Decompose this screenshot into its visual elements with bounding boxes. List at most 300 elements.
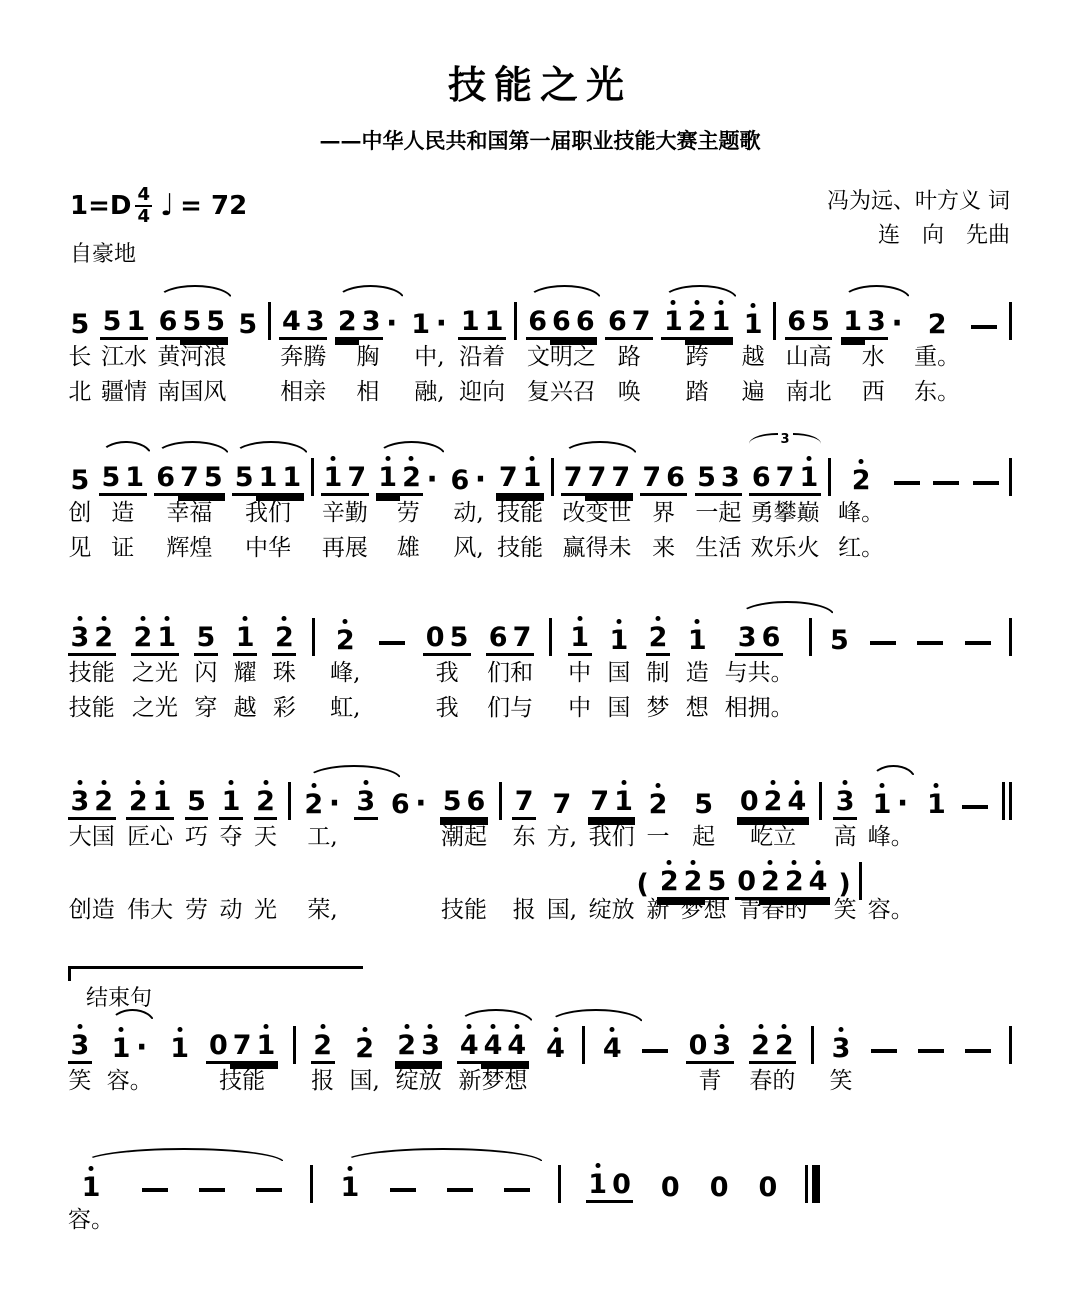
slur-arc	[562, 441, 637, 456]
note-digit: 7	[609, 463, 633, 496]
lyric-syllable-verse2: 报	[512, 896, 536, 923]
note-token	[338, 1161, 362, 1238]
note-group	[586, 1161, 634, 1203]
note-group	[236, 298, 260, 340]
barline	[310, 1165, 313, 1203]
note-digit: 3	[829, 1034, 853, 1064]
system-2-notes	[68, 431, 1012, 566]
note-digit: 6	[749, 463, 773, 496]
note-token	[312, 614, 315, 726]
octave-dot	[343, 619, 348, 624]
note-digit: 5	[232, 463, 256, 496]
note-digit: 4	[481, 1031, 505, 1064]
octave-dot	[140, 616, 145, 621]
note-token	[514, 298, 517, 410]
note-digit: 6	[486, 623, 510, 656]
note-token	[100, 298, 148, 410]
note-group	[302, 778, 343, 820]
note-group	[1009, 298, 1012, 340]
lyric-syllable-verse1: 改变世	[562, 499, 632, 526]
note-digit: 0	[610, 1170, 634, 1203]
octave-dot	[553, 1027, 558, 1032]
lyric-syllable-verse2: 伟大	[127, 896, 174, 923]
key-line	[70, 185, 247, 227]
note-token	[268, 298, 271, 410]
note-group	[859, 858, 862, 900]
note-group	[588, 778, 636, 820]
octave-dot	[404, 1024, 409, 1029]
note-digit: 3	[419, 1031, 443, 1064]
note-token	[107, 1022, 153, 1099]
lyric-syllable-verse2: 欢乐火	[750, 534, 820, 561]
note-group	[272, 614, 296, 656]
system-final-notes	[68, 1161, 1012, 1238]
octave-dot	[695, 300, 700, 305]
note-token	[1009, 454, 1012, 566]
note-token	[457, 1022, 528, 1099]
note-group	[737, 778, 808, 820]
note-group	[126, 778, 174, 820]
note-token	[376, 454, 441, 566]
octave-dot	[164, 616, 169, 621]
lyric-syllable-verse2: 中华	[244, 534, 291, 561]
note-group	[833, 778, 857, 820]
note-group	[219, 778, 243, 820]
note-group	[423, 614, 471, 656]
note-digit: 7	[345, 463, 369, 496]
note-group	[68, 778, 116, 820]
note-digit: 5	[694, 788, 714, 820]
note-digit: 2	[254, 787, 278, 820]
lyric-syllable-verse1: 容。	[106, 1067, 153, 1094]
augmentation-dot: ·	[896, 785, 909, 821]
lyric-syllable-verse2: 想	[685, 694, 709, 721]
lyric-syllable-verse2: 相拥。	[724, 694, 794, 721]
note-token	[811, 1022, 814, 1099]
note-digit: 2	[681, 867, 705, 900]
lyric-syllable-verse1: 跨	[685, 343, 709, 370]
note-group	[735, 858, 830, 900]
barline	[514, 302, 517, 340]
note-digit: 1	[685, 626, 709, 656]
note-group	[68, 454, 92, 496]
barline	[811, 1026, 814, 1064]
barline	[293, 1026, 296, 1064]
mood-marking: 自豪地	[70, 241, 137, 267]
note-digit: 1	[709, 307, 733, 340]
note-digit: 1	[376, 463, 400, 496]
dash-note	[971, 325, 997, 329]
dash-note	[973, 481, 999, 485]
note-digit: 4	[505, 1031, 529, 1064]
note-digit: 3	[354, 787, 378, 820]
note-group	[376, 614, 408, 656]
lyric-syllable-verse1: 高	[833, 823, 857, 850]
note-digit: 7	[552, 788, 572, 820]
note-token	[959, 778, 991, 928]
note-digit: 0	[206, 1031, 230, 1064]
note-token	[288, 778, 291, 928]
augmentation-dot: ·	[135, 1029, 148, 1065]
note-group	[915, 1022, 947, 1064]
lyric-syllable-verse1: 胸	[356, 343, 380, 370]
note-group	[333, 614, 357, 656]
note-token	[409, 298, 450, 410]
octave-dot	[177, 1027, 182, 1032]
note-group	[388, 778, 429, 820]
lyric-syllable-verse1: 黄河浪	[157, 343, 227, 370]
barline	[582, 1026, 585, 1064]
note-digit: 1	[321, 463, 345, 496]
lyric-syllable-verse1: 们和	[487, 659, 534, 686]
octave-dot	[263, 780, 268, 785]
note-group	[658, 1161, 682, 1203]
note-digit: 1	[661, 307, 685, 340]
system-final	[68, 1161, 1012, 1238]
lyric-syllable-verse2: 南北	[785, 378, 832, 405]
meta-row	[70, 185, 1010, 268]
slur-arc	[842, 285, 911, 300]
octave-dot	[77, 616, 82, 621]
note-group	[749, 1022, 797, 1064]
note-token	[1009, 614, 1012, 726]
octave-dot	[428, 1024, 433, 1029]
time-signature-numerator: 4	[137, 184, 150, 205]
octave-dot	[77, 1024, 82, 1029]
note-digit: 1	[168, 1034, 192, 1064]
note-group	[849, 454, 873, 496]
note-group	[968, 298, 1000, 340]
octave-dot	[363, 780, 368, 785]
lyric-syllable-verse1: 峰,	[330, 659, 361, 686]
note-group	[109, 1022, 150, 1064]
dash-note	[379, 641, 405, 645]
music-systems	[0, 298, 1080, 1238]
note-digit: 3	[710, 1031, 734, 1064]
lyric-syllable-verse2: 复兴召	[526, 378, 596, 405]
octave-dot	[751, 303, 756, 308]
note-digit: 5	[70, 464, 90, 496]
note-digit: 4	[457, 1031, 481, 1064]
note-token	[139, 1161, 171, 1238]
note-digit: 0	[660, 1171, 680, 1203]
note-group	[99, 454, 147, 496]
lyric-syllable-verse1: 新梦想	[458, 1067, 528, 1094]
lyric-syllable-verse2: 红。	[838, 534, 885, 561]
note-token	[859, 858, 862, 900]
octave-dot	[385, 456, 390, 461]
note-digit: 2	[302, 790, 326, 820]
note-group	[279, 298, 327, 340]
note-token	[749, 1022, 797, 1099]
octave-dot	[859, 459, 864, 464]
note-digit: 4	[600, 1034, 624, 1064]
note-token	[512, 778, 536, 928]
note-group	[707, 1161, 731, 1203]
note-group	[444, 1161, 476, 1203]
note-digit: 7	[585, 463, 609, 496]
lyric-syllable-verse2: 来	[652, 534, 676, 561]
slur-arc	[739, 601, 835, 616]
note-digit: 1	[155, 623, 179, 656]
note-token	[930, 454, 962, 566]
note-group	[496, 454, 544, 496]
dash-note	[642, 1049, 668, 1053]
note-token	[496, 454, 544, 566]
octave-dot	[718, 300, 723, 305]
note-group	[962, 614, 994, 656]
octave-dot	[530, 456, 535, 461]
system-4	[68, 778, 1012, 928]
note-token	[914, 614, 946, 726]
note-digit: 2	[311, 1031, 335, 1064]
note-token	[544, 1022, 568, 1099]
lyric-syllable-verse2: 荣,	[307, 896, 338, 923]
barline	[773, 302, 776, 340]
note-token	[891, 454, 923, 566]
note-token	[551, 454, 554, 566]
note-group	[959, 778, 991, 820]
lyric-syllable-verse2: 虹,	[330, 694, 361, 721]
note-group	[551, 454, 554, 496]
note-digit: 6	[550, 307, 574, 340]
note-group	[194, 614, 218, 656]
note-token	[387, 1161, 419, 1238]
note-group	[646, 614, 670, 656]
note-digit: 2	[761, 787, 785, 820]
note-group	[268, 298, 271, 340]
note-group	[1009, 614, 1012, 656]
note-digit: 1	[256, 463, 280, 496]
note-group	[311, 454, 314, 496]
dash-note	[918, 1049, 944, 1053]
note-digit: 7	[496, 463, 520, 496]
key-tempo-block	[70, 185, 247, 268]
note-digit: 5	[204, 307, 228, 340]
note-digit: 1	[79, 1173, 103, 1203]
note-digit: 5	[238, 308, 258, 340]
lyric-syllable-verse1: 国	[607, 659, 631, 686]
dash-note	[199, 1188, 225, 1192]
note-token	[685, 614, 709, 726]
system-ending-notes	[68, 1022, 1012, 1099]
note-group	[354, 778, 378, 820]
note-token	[354, 778, 378, 928]
note-group	[457, 1022, 528, 1064]
note-token	[657, 858, 728, 900]
note-digit: 5	[829, 624, 849, 656]
dash-note	[965, 1049, 991, 1053]
lyric-syllable-verse1: 与共。	[724, 659, 794, 686]
note-token	[828, 454, 831, 566]
note-group	[819, 778, 822, 820]
note-digit: 5	[100, 307, 124, 340]
note-group	[809, 614, 812, 656]
note-digit: 2	[749, 1031, 773, 1064]
note-group	[409, 298, 450, 340]
note-digit: 2	[927, 308, 947, 340]
note-group	[310, 1161, 313, 1203]
note-digit: 2	[335, 307, 359, 340]
note-token	[350, 1022, 380, 1099]
lyric-syllable-verse1: 工,	[307, 823, 338, 850]
lyric-syllable-verse1: 长	[68, 343, 92, 370]
note-group	[735, 614, 783, 656]
note-token	[962, 1022, 994, 1099]
lyric-syllable-verse2: 迎向	[459, 378, 506, 405]
lyric-syllable-verse1: 技能	[497, 499, 544, 526]
note-group	[836, 858, 853, 900]
lyric-syllable-verse1: 勇攀巅	[750, 499, 820, 526]
note-token	[838, 454, 884, 566]
barline	[499, 782, 502, 820]
dash-note	[142, 1188, 168, 1192]
note-digit: 2	[772, 1031, 796, 1064]
note-digit: 4	[806, 867, 830, 900]
note-digit: 4	[279, 307, 303, 340]
note-token	[735, 858, 830, 900]
note-digit: 5	[185, 787, 209, 820]
octave-dot	[768, 860, 773, 865]
note-digit: 1	[612, 787, 636, 820]
note-digit: 0	[735, 867, 759, 900]
note-digit: 7	[640, 463, 664, 496]
lyric-syllable-verse1: 越	[741, 343, 765, 370]
lyric-syllable-verse1: 界	[652, 499, 676, 526]
system-3-notes	[68, 614, 1012, 726]
lyric-syllable-verse1: 造	[685, 659, 709, 686]
note-digit: 1	[797, 463, 821, 496]
note-token	[725, 614, 794, 726]
note-digit: 1	[607, 626, 631, 656]
lyric-syllable-verse1: 山高	[785, 343, 832, 370]
lyric-syllable-verse1: 耀	[233, 659, 257, 686]
slur-arc	[377, 441, 446, 456]
lyric-syllable-verse1: 江水	[100, 343, 147, 370]
octave-dot	[491, 1024, 496, 1029]
octave-dot	[362, 1027, 367, 1032]
note-digit: 2	[272, 623, 296, 656]
note-group	[156, 298, 227, 340]
octave-dot	[263, 1024, 268, 1029]
note-group	[486, 614, 534, 656]
lyric-syllable-verse2: 彩	[272, 694, 296, 721]
note-digit: )	[838, 868, 851, 900]
note-token	[330, 614, 360, 726]
note-token	[773, 298, 776, 410]
note-digit: 4	[785, 787, 809, 820]
slur-arc	[662, 285, 737, 300]
note-digit: 1	[219, 787, 243, 820]
note-group	[749, 431, 820, 496]
octave-dot	[514, 1024, 519, 1029]
note-token	[1002, 778, 1012, 928]
lyric-syllable-verse1: 劳	[396, 499, 420, 526]
note-token	[302, 778, 343, 928]
barline	[1009, 618, 1012, 656]
note-token	[448, 454, 489, 566]
lyric-syllable-verse1: 一	[646, 823, 670, 850]
lyric-syllable-verse1: 水	[861, 343, 885, 370]
lyric-syllable-verse2: 中	[568, 694, 592, 721]
octave-dot	[656, 616, 661, 621]
note-token	[232, 454, 303, 566]
note-digit: 5	[180, 307, 204, 340]
note-group	[321, 454, 369, 496]
note-group	[499, 778, 502, 820]
note-digit: 6	[573, 307, 597, 340]
time-signature	[135, 185, 152, 227]
note-token	[458, 298, 506, 410]
dash-note	[933, 481, 959, 485]
note-token	[646, 614, 670, 726]
final-barline	[812, 1165, 820, 1203]
octave-dot	[816, 860, 821, 865]
lyric-syllable-verse2: 国	[607, 694, 631, 721]
note-token	[962, 614, 994, 726]
octave-dot	[656, 783, 661, 788]
note-group	[458, 298, 506, 340]
note-group	[686, 1022, 734, 1064]
note-digit: 7	[178, 463, 202, 496]
note-group	[68, 1022, 92, 1064]
triplet-mark	[749, 433, 820, 446]
note-digit: 1	[150, 787, 174, 820]
note-group	[232, 454, 303, 496]
note-group	[68, 614, 116, 656]
lyric-syllable-verse1: 我	[435, 659, 459, 686]
note-token	[805, 1161, 820, 1238]
note-digit: 7	[588, 787, 612, 820]
note-token	[68, 1022, 92, 1099]
note-digit: 2	[759, 867, 783, 900]
lyric-syllable-verse2: 见	[68, 534, 92, 561]
note-digit: 2	[333, 626, 357, 656]
note-digit: 4	[544, 1034, 568, 1064]
barline	[819, 782, 822, 820]
note-token	[582, 1022, 585, 1099]
note-group	[600, 1022, 624, 1064]
note-token	[829, 1022, 853, 1099]
note-group	[312, 614, 315, 656]
lyric-syllable-verse1: 潮起	[441, 823, 488, 850]
note-token	[658, 1161, 682, 1238]
lyric-syllable-verse2: 穿	[194, 694, 218, 721]
note-token	[156, 298, 227, 410]
note-group	[196, 1161, 228, 1203]
triplet-number: 3	[780, 431, 790, 447]
lyric-syllable-verse1: 文明之	[526, 343, 596, 370]
note-digit: 6	[390, 788, 410, 820]
lyric-syllable-verse2: 雄	[396, 534, 420, 561]
note-digit: 6	[156, 307, 180, 340]
note-token	[395, 1022, 443, 1099]
note-digit: 7	[512, 787, 536, 820]
note-token	[924, 778, 948, 928]
note-group	[154, 454, 225, 496]
note-token	[486, 614, 534, 726]
note-group	[253, 1161, 285, 1203]
note-group	[692, 778, 716, 820]
lyric-syllable-verse1: 绽放	[395, 1067, 442, 1094]
note-digit: 1	[280, 463, 304, 496]
note-token	[547, 778, 577, 928]
tempo-value: = 72	[180, 190, 248, 221]
note-token	[68, 778, 116, 928]
note-group	[828, 454, 831, 496]
octave-dot	[621, 780, 626, 785]
note-group	[914, 614, 946, 656]
